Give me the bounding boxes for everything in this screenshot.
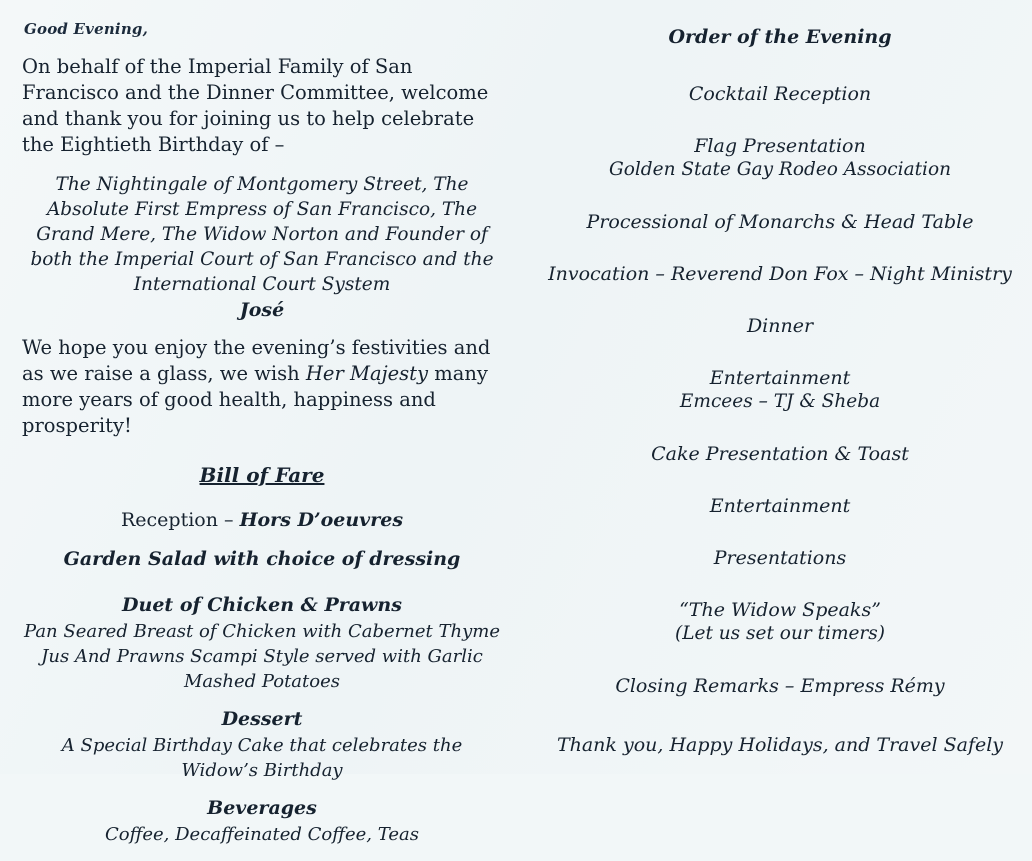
honoree-name: José (239, 299, 285, 321)
order-item (545, 314, 1015, 338)
order-closing-text: Thank you, Happy Holidays, and Travel Safely (556, 734, 1004, 756)
honoree-titles: The Nightingale of Montgomery Street, The Absolute First Empress of San Francisco, The Grand Mere, The Widow Norton and Founder of both the Imperial Court of San Francisco and the International Court System (30, 174, 494, 295)
menu-reception-label: Reception – (120, 509, 240, 531)
menu-spacer-1 (22, 584, 502, 594)
order-item-main: Presentations (713, 547, 847, 569)
menu-dessert-heading: Dessert (221, 708, 303, 730)
order-item (545, 546, 1015, 570)
order-item (545, 674, 1015, 698)
order-item (545, 134, 1015, 182)
closing-paragraph-part1: We hope you enjoy the evening’s festivities and as we raise a glass, we wish (22, 336, 491, 385)
menu-beverages-description: Coffee, Decaffeinated Coffee, Teas (105, 824, 419, 845)
left-column (22, 14, 502, 861)
order-item (545, 366, 1015, 414)
right-column (545, 14, 1015, 756)
order-item-main: “The Widow Speaks” (679, 599, 881, 621)
menu-reception (22, 509, 502, 531)
order-item-main: Closing Remarks – Empress Rémy (615, 675, 945, 697)
order-item-main: Invocation – Reverend Don Fox – Night Ministry (548, 263, 1012, 285)
order-item (545, 82, 1015, 106)
order-item-main: Cocktail Reception (688, 83, 872, 105)
order-item (545, 210, 1015, 234)
order-item-main: Entertainment (709, 367, 851, 389)
order-item (545, 598, 1015, 646)
order-item-sub: (Let us set our timers) (675, 623, 885, 644)
closing-paragraph-emphasis: Her Majesty (305, 362, 429, 385)
menu-entree-heading: Duet of Chicken & Prawns (122, 594, 402, 616)
order-of-evening-title: Order of the Evening (668, 26, 892, 48)
menu-salad: Garden Salad with choice of dressing (63, 548, 461, 570)
order-item (545, 442, 1015, 466)
closing-paragraph-part2: many more years of good health, happiness and prosperity! (22, 362, 488, 437)
order-item-sub: Golden State Gay Rodeo Association (608, 159, 952, 180)
closing-paragraph (22, 335, 502, 439)
order-item (545, 262, 1015, 286)
menu-beverages-heading: Beverages (207, 797, 317, 819)
menu-reception-item: Hors D’oeuvres (239, 509, 404, 531)
order-item-sub: Emcees – TJ & Sheba (679, 391, 881, 412)
order-item-main: Processional of Monarchs & Head Table (586, 211, 974, 233)
menu-entree-description: Pan Seared Breast of Chicken with Cabernet Thyme Jus And Prawns Scampi Style served with Garlic Mashed Potatoes (24, 621, 500, 692)
menu-dessert-description: A Special Birthday Cake that celebrates the Widow’s Birthday (61, 735, 463, 781)
order-item-main: Dinner (746, 315, 814, 337)
order-item-main: Cake Presentation & Toast (651, 443, 909, 465)
order-item-main: Flag Presentation (694, 135, 866, 157)
welcome-paragraph: On behalf of the Imperial Family of San Francisco and the Dinner Committee, welcome and thank you for joining us to help celebrate the Eightieth Birthday of – (22, 55, 489, 156)
bill-of-fare-heading: Bill of Fare (199, 463, 325, 487)
order-item-main: Entertainment (709, 495, 851, 517)
order-item (545, 494, 1015, 518)
greeting-text: Good Evening, (24, 20, 149, 38)
